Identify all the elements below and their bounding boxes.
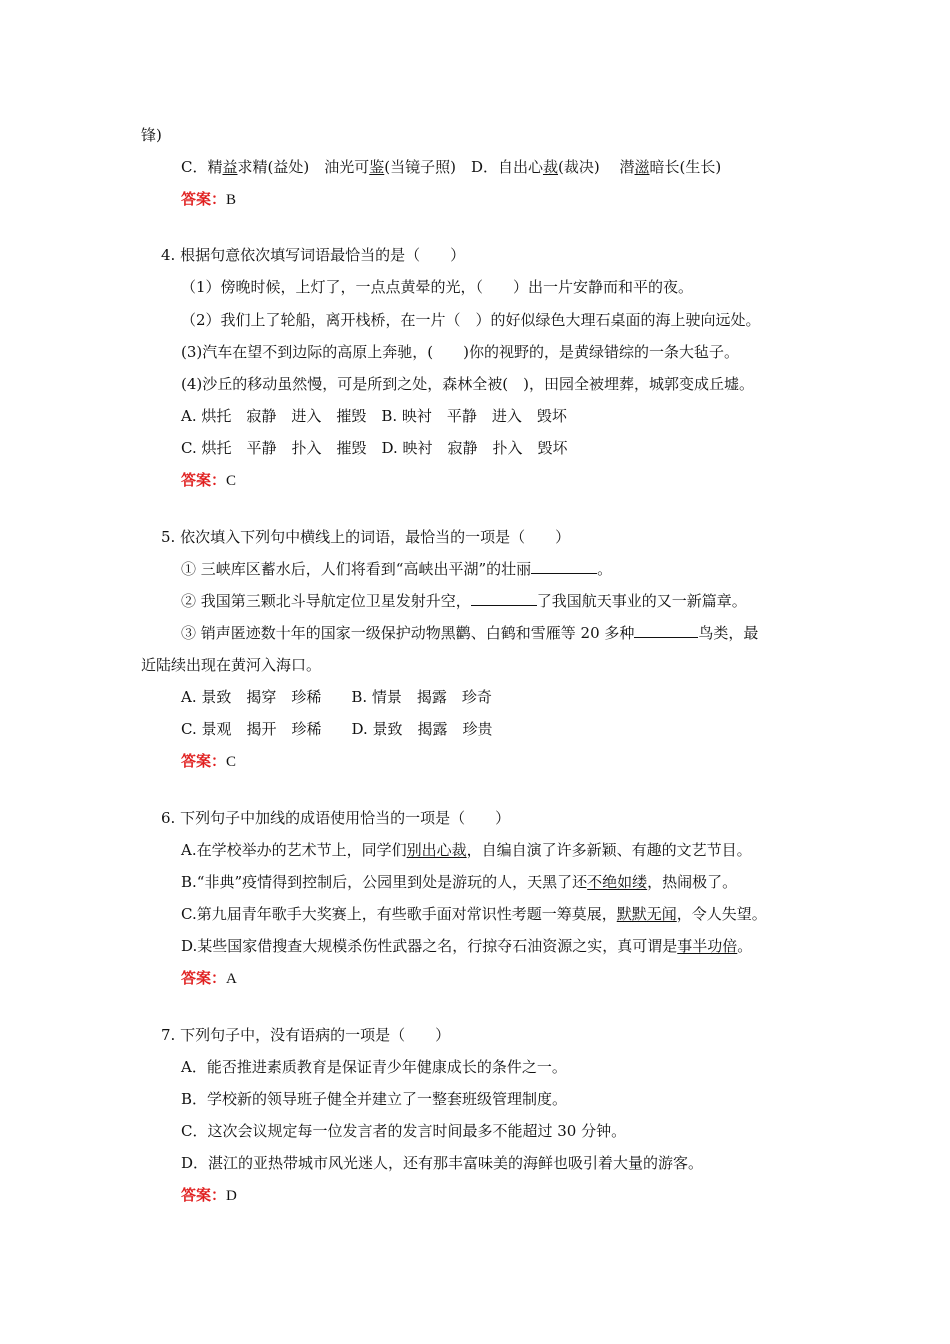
answer-value: C bbox=[226, 473, 237, 489]
q7-option-a: A．能否推进素质教育是保证青少年健康成长的条件之一。 bbox=[181, 1058, 567, 1076]
q4-sentence-4: (4)沙丘的移动虽然慢，可是所到之处，森林全被( )，田园全被埋葬，城郭变成丘墟。 bbox=[181, 375, 754, 393]
fill-blank bbox=[634, 623, 698, 638]
answer-label: 答案： bbox=[181, 471, 227, 489]
q4-option-c-d: C. 烘托 平静 扑入 摧毁 D. 映衬 寂静 扑入 毁坏 bbox=[181, 439, 568, 457]
q4-sentence-2: （2）我们上了轮船，离开栈桥，在一片（ ）的好似绿色大理石桌面的海上驶向远处。 bbox=[181, 311, 761, 329]
q6-option-c: C.第九届青年歌手大奖赛上，有些歌手面对常识性考题一筹莫展，默默无闻，令人失望。 bbox=[181, 905, 767, 923]
underlined-idiom: 不绝如缕 bbox=[587, 873, 648, 891]
underlined-idiom: 别出心裁 bbox=[406, 841, 467, 859]
q4-option-a-b: A. 烘托 寂静 进入 摧毁 B. 映衬 平静 进入 毁坏 bbox=[181, 407, 567, 425]
answer-label: 答案： bbox=[181, 190, 227, 208]
q6-option-b: B.“非典”疫情得到控制后，公园里到处是游玩的人，天黑了还不绝如缕，热闹极了。 bbox=[181, 873, 738, 891]
q4-answer bbox=[181, 470, 236, 491]
answer-value: A bbox=[226, 971, 237, 987]
underlined-char: 滋 bbox=[634, 158, 650, 176]
underlined-idiom: 事半功倍 bbox=[677, 937, 738, 955]
q5-stem: 5. 依次填入下列句中横线上的词语，最恰当的一项是（ ） bbox=[161, 528, 571, 546]
underlined-char: 鉴 bbox=[369, 158, 385, 176]
underlined-char: 裁 bbox=[542, 158, 558, 176]
q4-stem: 4. 根据句意依次填写词语最恰当的是（ ） bbox=[161, 246, 466, 264]
answer-label: 答案： bbox=[181, 752, 227, 770]
q6-option-d: D.某些国家借搜查大规模杀伤性武器之名，行掠夺石油资源之实，真可谓是事半功倍。 bbox=[181, 937, 753, 955]
q7-option-c: C．这次会议规定每一位发言者的发言时间最多不能超过 30 分钟。 bbox=[181, 1122, 627, 1140]
q5-sentence-3-cont: 近陆续出现在黄河入海口。 bbox=[141, 656, 322, 674]
q5-sentence-2: ② 我国第三颗北斗导航定位卫星发射升空， 了我国航天事业的又一新篇章。 bbox=[181, 592, 747, 610]
prev-option-c-d: C．精益求精(益处) 油光可鉴(当镜子照) D．自出心裁(裁决) 潜滋暗长(生长) bbox=[181, 158, 722, 176]
q5-answer bbox=[181, 751, 236, 772]
q7-stem: 7. 下列句子中，没有语病的一项是（ ） bbox=[161, 1026, 451, 1044]
q6-stem: 6. 下列句子中加线的成语使用恰当的一项是（ ） bbox=[161, 809, 511, 827]
fill-blank bbox=[531, 559, 597, 574]
q4-sentence-3: (3)汽车在望不到边际的高原上奔驰，( )你的视野的，是黄绿错综的一条大毡子。 bbox=[181, 343, 739, 361]
underlined-idiom: 默默无闻 bbox=[616, 905, 677, 923]
q5-sentence-3: ③ 销声匿迹数十年的国家一级保护动物黑鹳、白鹤和雪雁等 20 多种 鸟类，最 bbox=[181, 624, 759, 642]
underlined-char: 益 bbox=[222, 158, 238, 176]
answer-value: C bbox=[226, 754, 237, 770]
prev-question-tail: 锋) bbox=[141, 126, 162, 144]
q7-option-d: D．湛江的亚热带城市风光迷人，还有那丰富味美的海鲜也吸引着大量的游客。 bbox=[181, 1154, 704, 1172]
answer-label: 答案： bbox=[181, 1186, 227, 1204]
q4-sentence-1: （1）傍晚时候，上灯了，一点点黄晕的光，（ ）出一片安静而和平的夜。 bbox=[181, 278, 694, 296]
q7-answer bbox=[181, 1185, 237, 1206]
q6-answer bbox=[181, 968, 237, 989]
q5-option-c-d: C. 景观 揭开 珍稀 D. 景致 揭露 珍贵 bbox=[181, 720, 493, 738]
q6-option-a: A.在学校举办的艺术节上，同学们别出心裁，自编自演了许多新颖、有趣的文艺节目。 bbox=[181, 841, 752, 859]
fill-blank bbox=[471, 591, 537, 606]
answer-value: D bbox=[226, 1188, 237, 1204]
q5-sentence-1: ① 三峡库区蓄水后，人们将看到“高峡出平湖”的壮丽 。 bbox=[181, 560, 613, 578]
q7-option-b: B．学校新的领导班子健全并建立了一整套班级管理制度。 bbox=[181, 1090, 568, 1108]
answer-value: B bbox=[226, 192, 237, 208]
answer-label: 答案： bbox=[181, 969, 227, 987]
q5-option-a-b: A. 景致 揭穿 珍稀 B. 情景 揭露 珍奇 bbox=[181, 688, 492, 706]
prev-answer bbox=[181, 189, 236, 210]
